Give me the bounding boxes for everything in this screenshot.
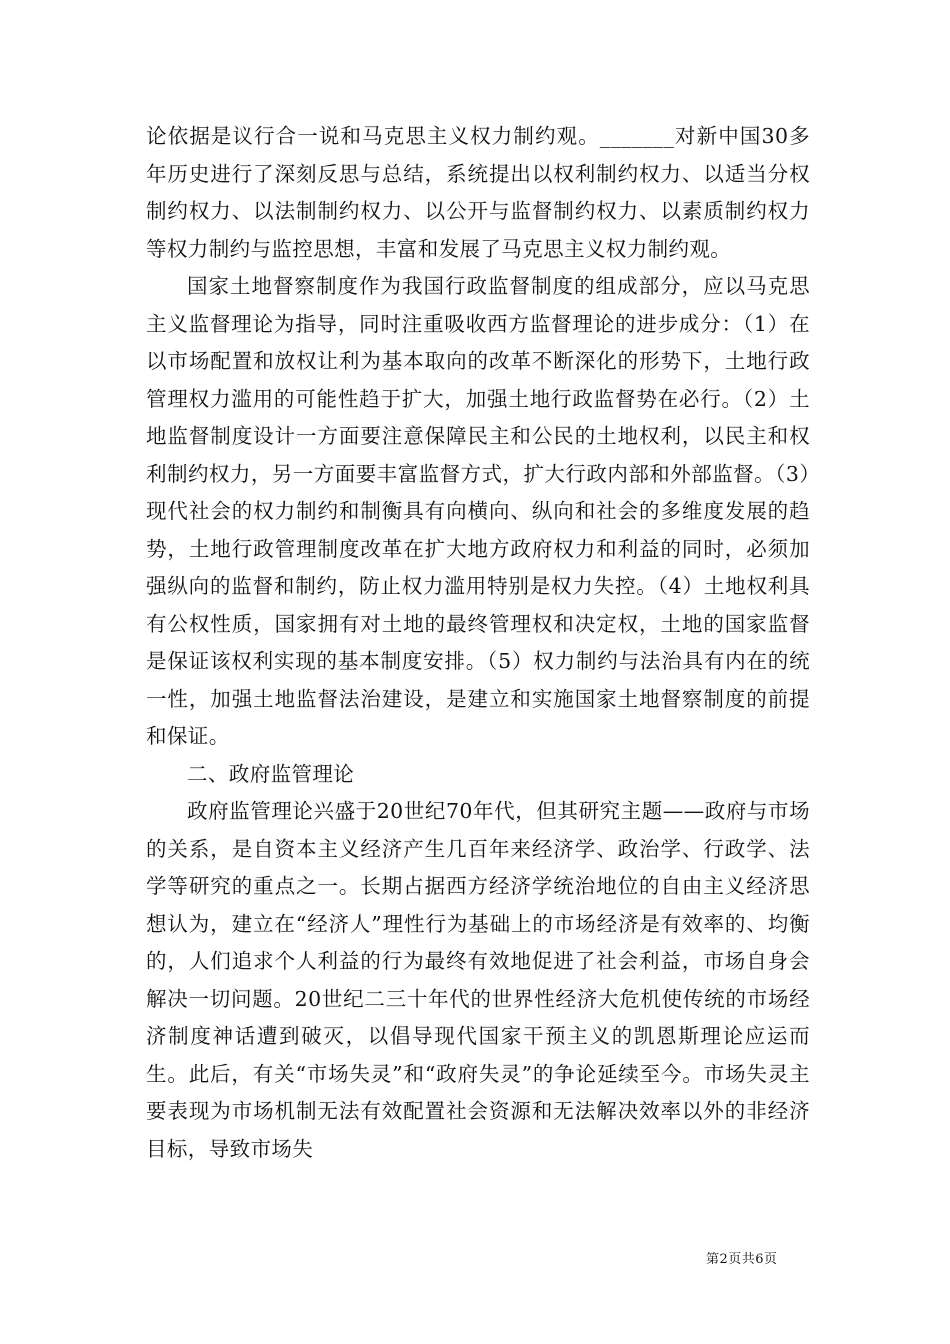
paragraph-3: 政府监管理论兴盛于20世纪70年代，但其研究主题——政府与市场的关系，是自资本主义经济产生几百年来经济学、政治学、行政学、法学等研究的重点之一。长期占据西方经济学统治地位的自由主义经济思想认为，建立在“经济人”理性行为基础上的市场经济是有效率的、均衡的，人们追求个人利益的行为最终有效地促进了社会利益，市场自身会解决一切问题。20世纪二三十年代的世界性经济大危机使传统的市场经济制度神话遭到破灭，以倡导现代国家干预主义的凯恩斯理论应运而生。此后，有关“市场失灵”和“政府失灵”的争论延续至今。市场失灵主要表现为市场机制无法有效配置社会资源和无法解决效率以外的非经济目标，导致市场失	[146, 799, 810, 1161]
section-heading: 二、政府监管理论	[187, 761, 355, 786]
document-body	[146, 118, 810, 1168]
paragraph-2: 国家土地督察制度作为我国行政监督制度的组成部分，应以马克思主义监督理论为指导，同时注重吸收西方监督理论的进步成分：（1）在以市场配置和放权让利为基本取向的改革不断深化的形势下，土地行政管理权力滥用的可能性趋于扩大，加强土地行政监督势在必行。（2）土地监督制度设计一方面要注意保障民主和公民的土地权利，以民主和权利制约权力，另一方面要丰富监督方式，扩大行政内部和外部监督。（3）现代社会的权力制约和制衡具有向横向、纵向和社会的多维度发展的趋势，土地行政管理制度改革在扩大地方政府权力和利益的同时，必须加强纵向的监督和制约，防止权力滥用特别是权力失控。（4）土地权利具有公权性质，国家拥有对土地的最终管理权和决定权，土地的国家监督是保证该权利实现的基本制度安排。（5）权力制约与法治具有内在的统一性，加强土地监督法治建设，是建立和实施国家土地督察制度的前提和保证。	[146, 274, 810, 748]
paragraph-1: 论依据是议行合一说和马克思主义权力制约观。_______对新中国30多年历史进行了深刻反思与总结，系统提出以权利制约权力、以适当分权制约权力、以法制制约权力、以公开与监督制约权力、以素质制约权力等权力制约与监控思想，丰富和发展了马克思主义权力制约观。	[146, 124, 810, 261]
page-number-footer: 第2页共6页	[706, 1252, 778, 1267]
